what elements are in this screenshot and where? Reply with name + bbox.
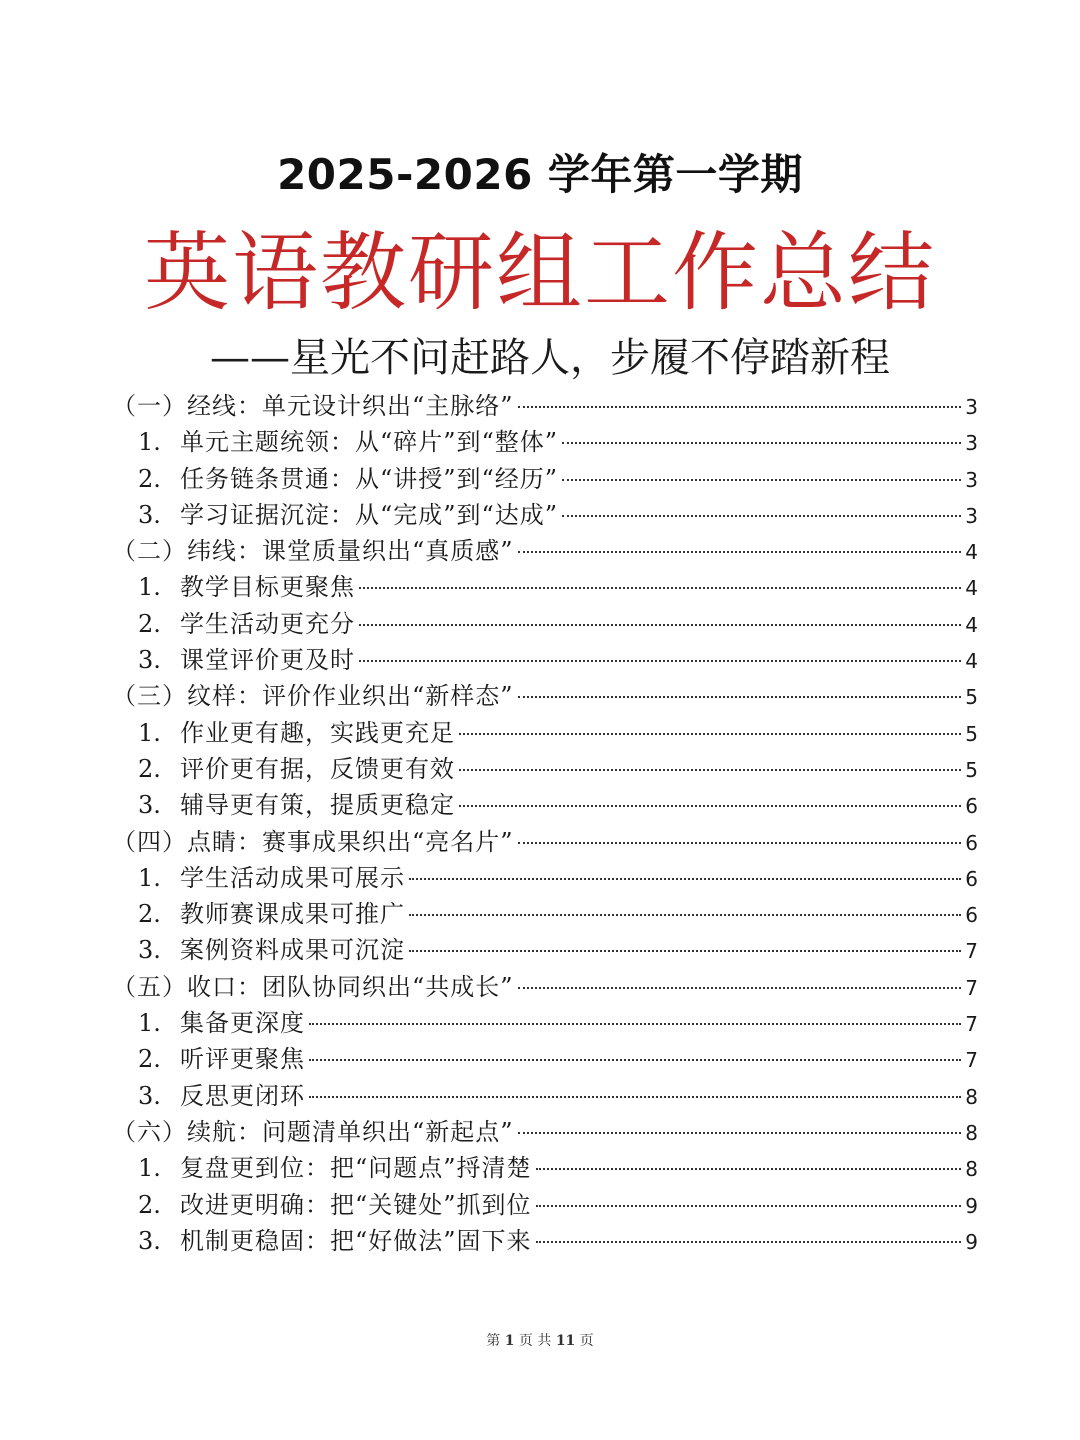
toc-entry-title: 单元主题统领：从“碎片”到“整体”: [180, 428, 559, 457]
toc-subsection-entry[interactable]: [112, 715, 978, 751]
toc-entry-title: 集备更深度: [180, 1009, 305, 1038]
toc-dot-leader: [409, 878, 961, 880]
toc-entry-title: （四）点睛：赛事成果织出“亮名片”: [112, 827, 514, 856]
toc-page-number: 8: [965, 1084, 978, 1109]
toc-page-number: 9: [965, 1193, 978, 1218]
toc-entry-title: （一）经线：单元设计织出“主脉络”: [112, 392, 514, 420]
toc-subsection-entry[interactable]: [112, 860, 978, 896]
toc-page-number: 5: [965, 685, 978, 710]
toc-dot-leader: [562, 479, 961, 481]
toc-entry-title: 学生活动更充分: [180, 609, 355, 638]
toc-dot-leader: [409, 914, 961, 916]
toc-entry-title: 辅导更有策，提质更稳定: [180, 791, 455, 820]
toc-page-number: 8: [965, 1120, 978, 1145]
toc-dot-leader: [359, 587, 961, 589]
toc-entry-number: 1.: [138, 718, 161, 747]
toc-dot-leader: [309, 1059, 961, 1061]
toc-dot-leader: [518, 987, 961, 989]
toc-dot-leader: [536, 1168, 961, 1170]
toc-dot-leader: [359, 660, 961, 662]
toc-subsection-entry[interactable]: [112, 642, 978, 678]
toc-subsection-entry[interactable]: [112, 1078, 978, 1114]
toc-entry-title: （五）收口：团队协同织出“共成长”: [112, 972, 514, 1001]
toc-entry-number: 3.: [138, 1081, 161, 1110]
toc-entry-number: 2.: [138, 464, 161, 493]
toc-entry-title: 教师赛课成果可推广: [180, 900, 405, 929]
toc-dot-leader: [562, 442, 961, 444]
toc-dot-leader: [518, 842, 961, 844]
table-of-contents: [112, 388, 978, 1259]
toc-dot-leader: [518, 406, 961, 408]
toc-dot-leader: [562, 515, 961, 517]
toc-entry-title: （二）纬线：课堂质量织出“真质感”: [112, 537, 514, 566]
toc-page-number: 3: [965, 467, 978, 492]
toc-entry-title: 反思更闭环: [180, 1081, 305, 1110]
toc-section-entry[interactable]: [112, 969, 978, 1005]
toc-entry-number: 2.: [138, 1045, 161, 1074]
toc-section-entry[interactable]: [112, 1114, 978, 1150]
toc-subsection-entry[interactable]: [112, 932, 978, 968]
toc-entry-title: 改进更明确：把“关键处”抓到位: [180, 1190, 532, 1219]
toc-entry-title: 学习证据沉淀：从“完成”到“达成”: [180, 500, 559, 529]
toc-page-number: 7: [965, 975, 978, 1000]
toc-subsection-entry[interactable]: [112, 751, 978, 787]
toc-dot-leader: [359, 624, 961, 626]
toc-section-entry[interactable]: [112, 533, 978, 569]
footer-current-page: 1: [504, 1333, 515, 1349]
semester-title: 2025-2026 学年第一学期: [277, 150, 803, 199]
toc-dot-leader: [309, 1023, 961, 1025]
toc-entry-title: 作业更有趣，实践更充足: [180, 718, 455, 747]
toc-entry-number: 3.: [138, 646, 161, 675]
footer-label-page: 第: [486, 1333, 501, 1349]
toc-dot-leader: [459, 769, 961, 771]
toc-entry-number: 1.: [138, 1154, 161, 1183]
toc-entry-title: 案例资料成果可沉淀: [180, 936, 405, 965]
toc-entry-title: 听评更聚焦: [180, 1045, 305, 1074]
toc-entry-number: 3.: [138, 500, 161, 529]
toc-page-number: 3: [965, 395, 978, 419]
toc-subsection-entry[interactable]: [112, 569, 978, 605]
toc-dot-leader: [518, 1132, 961, 1134]
toc-entry-title: 学生活动成果可展示: [180, 863, 405, 892]
toc-section-entry[interactable]: [112, 678, 978, 714]
toc-page-number: 5: [965, 757, 978, 782]
toc-page-number: 4: [965, 612, 978, 637]
toc-dot-leader: [536, 1205, 961, 1207]
toc-dot-leader: [518, 696, 961, 698]
toc-entry-number: 2.: [138, 609, 161, 638]
toc-subsection-entry[interactable]: [112, 1187, 978, 1223]
toc-entry-number: 1.: [138, 573, 161, 602]
toc-subsection-entry[interactable]: [112, 1223, 978, 1259]
toc-subsection-entry[interactable]: [112, 896, 978, 932]
toc-dot-leader: [459, 733, 961, 735]
toc-entry-number: 1.: [138, 1009, 161, 1038]
toc-page-number: 6: [965, 794, 978, 819]
toc-entry-number: 2.: [138, 1190, 161, 1219]
toc-page-number: 4: [965, 649, 978, 674]
toc-dot-leader: [536, 1241, 961, 1243]
toc-entry-title: 教学目标更聚焦: [180, 573, 355, 602]
toc-subsection-entry[interactable]: [112, 787, 978, 823]
toc-entry-title: 评价更有据，反馈更有效: [180, 754, 455, 783]
toc-entry-number: 1.: [138, 863, 161, 892]
toc-section-entry[interactable]: [112, 824, 978, 860]
main-title: 英语教研组工作总结: [144, 223, 936, 323]
toc-page-number: 3: [965, 503, 978, 528]
toc-entry-title: 任务链条贯通：从“讲授”到“经历”: [180, 464, 559, 493]
toc-entry-title: （三）纹样：评价作业织出“新样态”: [112, 682, 514, 711]
footer-label-mid: 页 共: [518, 1333, 552, 1349]
toc-subsection-entry[interactable]: [112, 606, 978, 642]
footer-label-end: 页: [579, 1333, 594, 1349]
toc-page-number: 9: [965, 1229, 978, 1254]
toc-section-entry[interactable]: [112, 388, 978, 424]
toc-entry-number: 2.: [138, 900, 161, 929]
toc-page-number: 7: [965, 1048, 978, 1073]
toc-subsection-entry[interactable]: [112, 1150, 978, 1186]
toc-entry-number: 3.: [138, 936, 161, 965]
toc-page-number: 6: [965, 866, 978, 891]
toc-page-number: 7: [965, 939, 978, 964]
footer-total-pages: 11: [555, 1333, 576, 1349]
toc-subsection-entry[interactable]: [112, 1005, 978, 1041]
toc-entry-title: 复盘更到位：把“问题点”捋清楚: [180, 1154, 532, 1183]
page-footer: [0, 1330, 1080, 1352]
toc-page-number: 4: [965, 576, 978, 601]
toc-dot-leader: [518, 551, 961, 553]
toc-page-number: 3: [965, 431, 978, 456]
toc-entry-number: 2.: [138, 754, 161, 783]
toc-subsection-entry[interactable]: [112, 497, 978, 533]
toc-subsection-entry[interactable]: [112, 461, 978, 497]
toc-entry-number: 3.: [138, 1226, 161, 1255]
toc-subsection-entry[interactable]: [112, 424, 978, 460]
toc-page-number: 6: [965, 903, 978, 928]
toc-page-number: 7: [965, 1012, 978, 1037]
subtitle: ——星光不问赶路人，步履不停踏新程: [210, 335, 890, 381]
toc-entry-title: 课堂评价更及时: [180, 646, 355, 675]
toc-subsection-entry[interactable]: [112, 1041, 978, 1077]
toc-page-number: 4: [965, 540, 978, 565]
toc-entry-title: 机制更稳固：把“好做法”固下来: [180, 1226, 532, 1255]
toc-dot-leader: [309, 1096, 961, 1098]
toc-page-number: 5: [965, 721, 978, 746]
toc-entry-number: 3.: [138, 791, 161, 820]
toc-entry-title: （六）续航：问题清单织出“新起点”: [112, 1117, 514, 1146]
toc-page-number: 8: [965, 1157, 978, 1182]
toc-page-number: 6: [965, 830, 978, 855]
toc-dot-leader: [409, 950, 961, 952]
toc-entry-number: 1.: [138, 428, 161, 457]
toc-dot-leader: [459, 805, 961, 807]
